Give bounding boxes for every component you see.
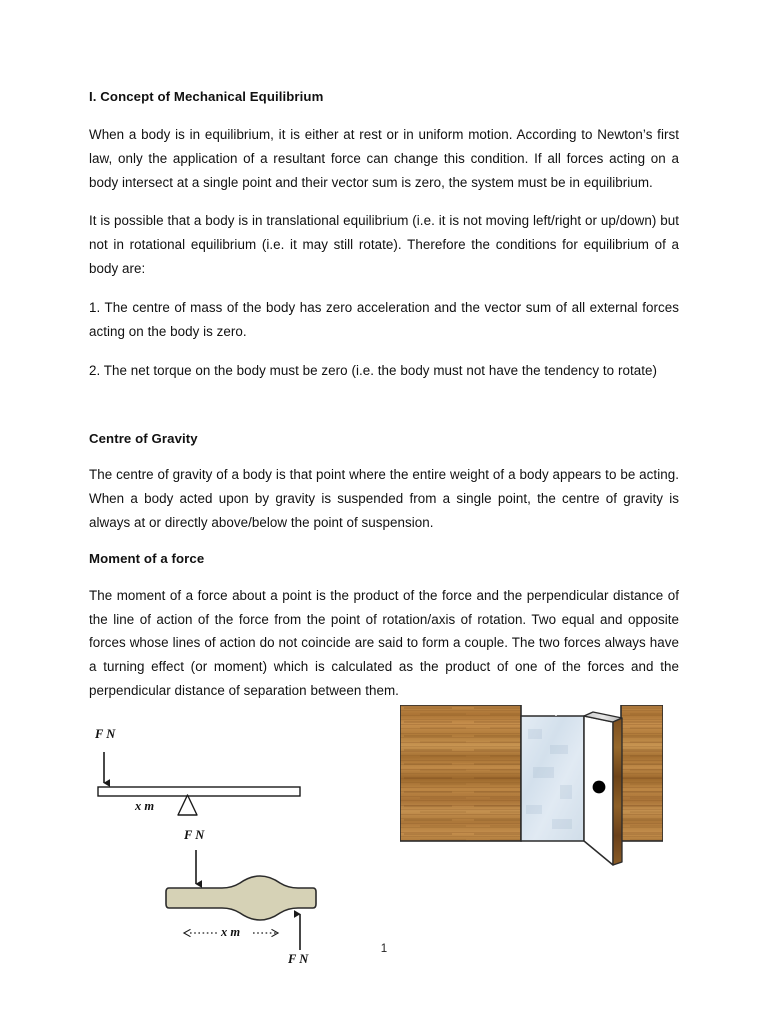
couple-body-shape xyxy=(166,876,316,920)
door-knob-icon xyxy=(593,781,606,794)
lever-force-label: F N xyxy=(95,727,116,741)
section-spacer xyxy=(89,398,679,430)
couple-force-label-bottom: F N xyxy=(288,952,309,966)
fulcrum-triangle xyxy=(178,795,197,815)
lever-distance-label: x m xyxy=(135,799,155,813)
lever-bar xyxy=(98,787,300,796)
page-number: 1 xyxy=(380,943,388,955)
figure-door-illustration xyxy=(400,705,663,872)
subheading-moment-of-a-force: Moment of a force xyxy=(89,550,205,566)
figure-couple xyxy=(160,828,360,978)
couple-diagram-svg xyxy=(160,828,360,978)
couple-force-label-top: F N xyxy=(184,828,205,842)
wall-right xyxy=(621,705,663,841)
paragraph-equilibrium-intro: When a body is in equilibrium, it is either at rest or in uniform motion. According to Newton’s first law, only the application of a resultant force can change this condition. If all forces acting on a body intersect at a single point and their vector sum is zero, the system must be in equilibrium. xyxy=(89,126,679,190)
wall-left xyxy=(400,705,521,841)
doorway-opening xyxy=(521,716,584,841)
condition-item-1: 1. The centre of mass of the body has zero acceleration and the vector sum of all external forces acting on the body is zero. xyxy=(89,299,679,339)
lever-diagram-svg xyxy=(88,714,328,824)
door-diagram-svg xyxy=(400,705,663,872)
figure-lever-fulcrum xyxy=(88,714,328,824)
page-title: I. Concept of Mechanical Equilibrium xyxy=(89,89,324,104)
paragraph-moment-of-a-force: The moment of a force about a point is the product of the force and the perpendicular distance of the line of action of the force from the point of rotation/axis of rotation. Two equal and opposite forces whose lines of action do not coincide are said to form a couple. The two forces always have a turning effect (or moment) which is calculated as the product of one of the forces and the perpendicular distance of separation between them. xyxy=(89,587,679,699)
figures-area xyxy=(0,700,768,1000)
door-edge-strip xyxy=(613,718,622,865)
paragraph-centre-of-gravity: The centre of gravity of a body is that point where the entire weight of a body appears to be acting. When a body acted upon by gravity is suspended from a single point, the centre of gravity is always at or directly above/below the point of suspension. xyxy=(89,467,679,531)
condition-item-2: 2. The net torque on the body must be zero (i.e. the body must not have the tendency to rotate) xyxy=(89,362,657,378)
couple-distance-label: x m xyxy=(221,925,241,939)
paragraph-translational-equilibrium: It is possible that a body is in translational equilibrium (i.e. it is not moving left/right or up/down) but not in rotational equilibrium (i.e. it may still rotate). Therefore the conditions for equilibrium of a body are: xyxy=(89,213,679,277)
subheading-centre-of-gravity: Centre of Gravity xyxy=(89,430,198,446)
document-content xyxy=(89,88,679,703)
